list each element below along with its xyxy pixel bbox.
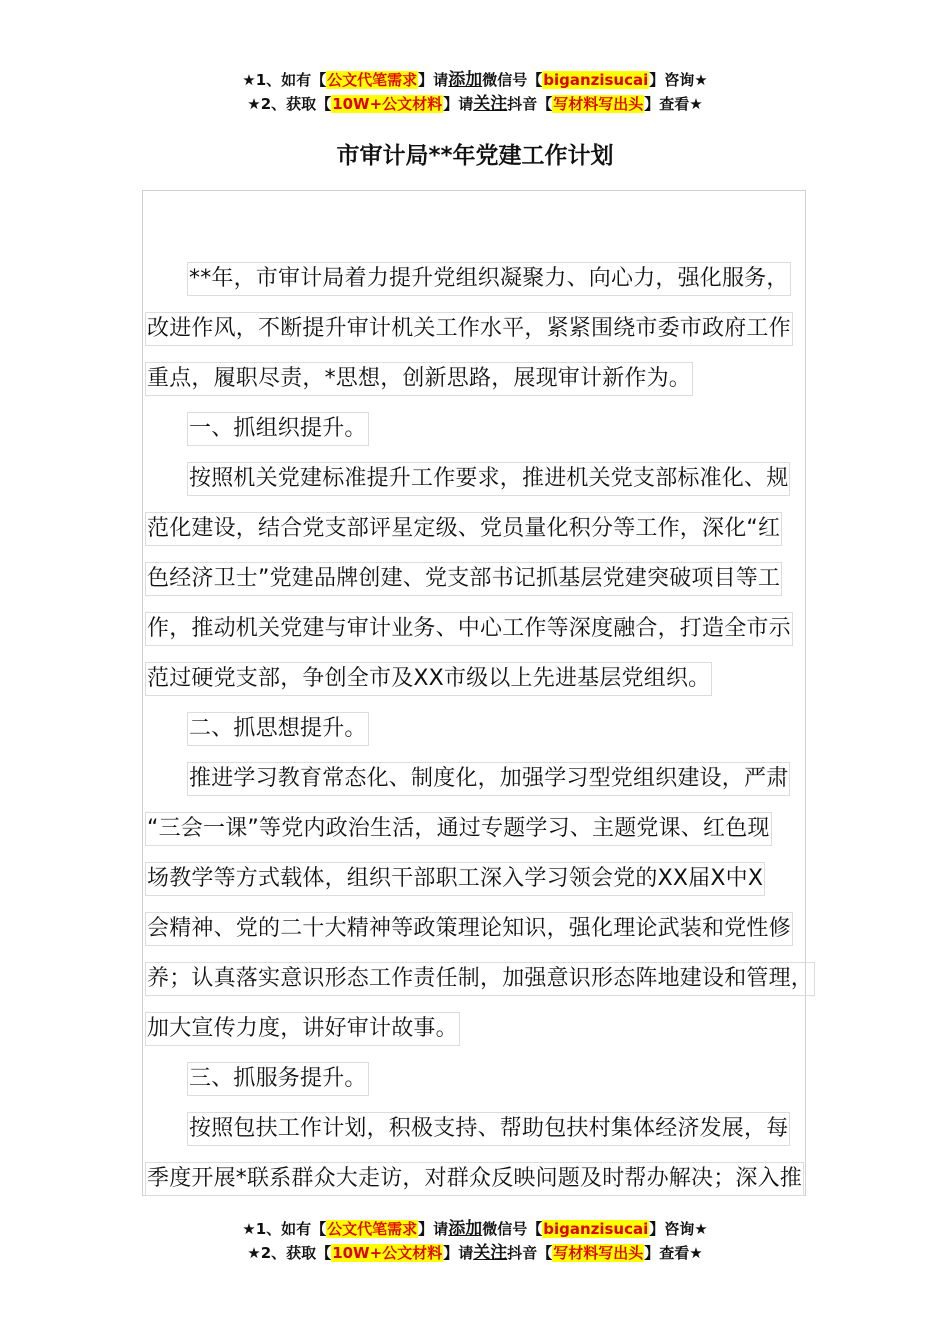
text-line <box>145 403 805 453</box>
promo-text: 抖音【 <box>507 95 553 113</box>
text-line <box>145 353 805 403</box>
section-heading: 二、抓思想提升。 <box>187 712 369 746</box>
promo-text: 】请 <box>418 1220 449 1238</box>
promo-text: 】咨询★ <box>649 1220 708 1238</box>
promo-highlight: 写材料写出头 <box>553 95 644 113</box>
text-line <box>145 703 805 753</box>
promo-text: 】请 <box>443 1244 474 1262</box>
promo-highlight: 公文代笔需求 <box>327 1220 418 1238</box>
promo-highlight: 10W+公文材料 <box>332 95 443 113</box>
paragraph-line: 按照包扶工作计划，积极支持、帮助包扶村集体经济发展，每 <box>187 1112 790 1146</box>
paragraph-line: **年，市审计局着力提升党组织凝聚力、向心力，强化服务， <box>187 262 791 296</box>
promo-text: ★1、如有【 <box>242 1220 327 1238</box>
promo-line-2 <box>0 92 950 116</box>
paragraph-line: 会精神、党的二十大精神等政策理论知识，强化理论武装和党性修 <box>145 912 793 946</box>
promo-text: 】查看★ <box>644 95 703 113</box>
text-line <box>145 553 805 603</box>
section-heading: 三、抓服务提升。 <box>187 1062 369 1096</box>
text-line <box>145 453 805 503</box>
paragraph-line: 作，推动机关党建与审计业务、中心工作等深度融合，打造全市示 <box>145 612 793 646</box>
text-line <box>145 953 814 1003</box>
promo-line-1 <box>0 68 950 92</box>
paragraph-line: 范化建设，结合党支部评星定级、党员量化积分等工作，深化“红 <box>145 512 782 546</box>
promo-line-2 <box>0 1241 950 1265</box>
promo-emphasis: 添加 <box>448 1219 483 1239</box>
paragraph-line: 场教学等方式载体，组织干部职工深入学习领会党的XX届X中X <box>145 862 765 896</box>
text-line <box>145 603 805 653</box>
paragraph-line: 重点，履职尽责，*思想，创新思路，展现审计新作为。 <box>145 362 693 396</box>
paragraph-line: 范过硬党支部，争创全市及XX市级以上先进基层党组织。 <box>145 662 712 696</box>
promo-banner-top <box>0 68 950 116</box>
promo-banner-bottom <box>0 1217 950 1265</box>
text-line <box>145 253 805 303</box>
promo-text: ★2、获取【 <box>247 1244 332 1262</box>
paragraph-line: 改进作风，不断提升审计机关工作水平，紧紧围绕市委市政府工作 <box>145 312 793 346</box>
promo-text: ★2、获取【 <box>247 95 332 113</box>
promo-text: 微信号【 <box>482 71 543 89</box>
promo-text: ★1、如有【 <box>242 71 327 89</box>
text-line <box>145 1003 805 1053</box>
promo-highlight: biganzisucai <box>543 71 649 89</box>
text-line <box>145 753 805 803</box>
section-heading: 一、抓组织提升。 <box>187 412 369 446</box>
promo-text: 微信号【 <box>482 1220 543 1238</box>
paragraph-line: 色经济卫士”党建品牌创建、党支部书记抓基层党建突破项目等工 <box>145 562 782 596</box>
text-line <box>145 803 805 853</box>
text-line <box>145 1103 805 1153</box>
text-line <box>145 653 805 703</box>
document-body <box>145 253 814 1203</box>
text-line <box>145 1153 805 1203</box>
promo-highlight: 10W+公文材料 <box>332 1244 443 1262</box>
paragraph-line: 养；认真落实意识形态工作责任制，加强意识形态阵地建设和管理， <box>145 962 815 996</box>
paragraph-line: 季度开展*联系群众大走访，对群众反映问题及时帮办解决；深入推 <box>145 1162 804 1196</box>
text-line <box>145 503 805 553</box>
promo-text: 】请 <box>443 95 474 113</box>
promo-text: 】咨询★ <box>649 71 708 89</box>
paragraph-line: 按照机关党建标准提升工作要求，推进机关党支部标准化、规 <box>187 462 790 496</box>
promo-text: 】请 <box>418 71 449 89</box>
promo-line-1 <box>0 1217 950 1241</box>
paragraph-line: 加大宣传力度，讲好审计故事。 <box>145 1012 460 1046</box>
promo-highlight: biganzisucai <box>543 1220 649 1238</box>
promo-highlight: 写材料写出头 <box>553 1244 644 1262</box>
promo-text: 抖音【 <box>507 1244 553 1262</box>
promo-text: 】查看★ <box>644 1244 703 1262</box>
promo-highlight: 公文代笔需求 <box>327 71 418 89</box>
promo-emphasis: 关注 <box>473 1243 508 1263</box>
text-line <box>145 1053 805 1103</box>
text-line <box>145 303 805 353</box>
paragraph-line: “三会一课”等党内政治生活，通过专题学习、主题党课、红色现 <box>145 812 772 846</box>
promo-emphasis: 添加 <box>448 70 483 90</box>
paragraph-line: 推进学习教育常态化、制度化，加强学习型党组织建设，严肃 <box>187 762 790 796</box>
document-title: 市审计局**年党建工作计划 <box>336 143 614 169</box>
text-line <box>145 853 805 903</box>
text-line <box>145 903 805 953</box>
promo-emphasis: 关注 <box>473 94 508 114</box>
